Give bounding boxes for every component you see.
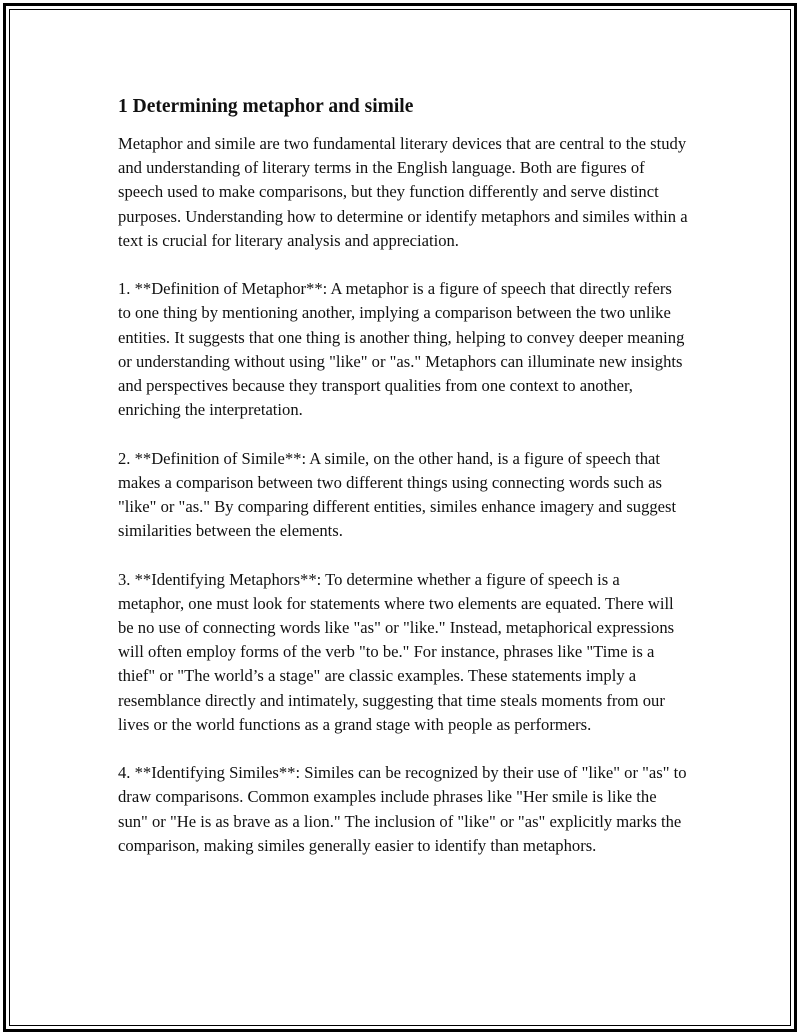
metaphor-definition-paragraph: 1. **Definition of Metaphor**: A metaphor is a figure of speech that directly refers to one thing by mentioning another, implying a comparison between the two unlike entities. It suggests that one thing is another thing, helping to convey deeper meaning or understanding without using "like" or "as." Metaphors can illuminate new insights and perspectives because they transport qualities from one context to another, enriching the interpretation. — [118, 279, 685, 420]
identifying-metaphors-paragraph: 3. **Identifying Metaphors**: To determine whether a figure of speech is a metaphor, one must look for statements where two elements are equated. There will be no use of connecting words like "as" or "like." Instead, metaphorical expressions will often employ forms of the verb "to be." For instance, phrases like "Time is a thief" or "The world’s a stage" are classic examples. These statements imply a resemblance directly and intimately, suggesting that time steals moments from our lives or the world functions as a grand stage with people as performers. — [118, 569, 675, 734]
identifying-similes-paragraph: 4. **Identifying Similes**: Similes can be recognized by their use of "like" or "as" to draw comparisons. Common examples include phrases like "Her smile is like the sun" or "He is as brave as a lion." The inclusion of "like" or "as" explicitly marks the comparison, making similes generally easier to identify than metaphors. — [118, 763, 687, 855]
section-title: 1 Determining metaphor and simile — [118, 96, 414, 117]
document-body — [118, 93, 688, 882]
simile-definition-paragraph: 2. **Definition of Simile**: A simile, on the other hand, is a figure of speech that makes a comparison between two different things using connecting words such as "like" or "as." By comparing different entities, similes enhance imagery and suggest similarities between the elements. — [118, 448, 677, 541]
intro-paragraph: Metaphor and simile are two fundamental literary devices that are central to the study and understanding of literary terms in the English language. Both are figures of speech used to make comparisons, but they function differently and serve distinct purposes. Understanding how to determine or identify metaphors and similes within a text is crucial for literary analysis and appreciation. — [118, 134, 688, 250]
